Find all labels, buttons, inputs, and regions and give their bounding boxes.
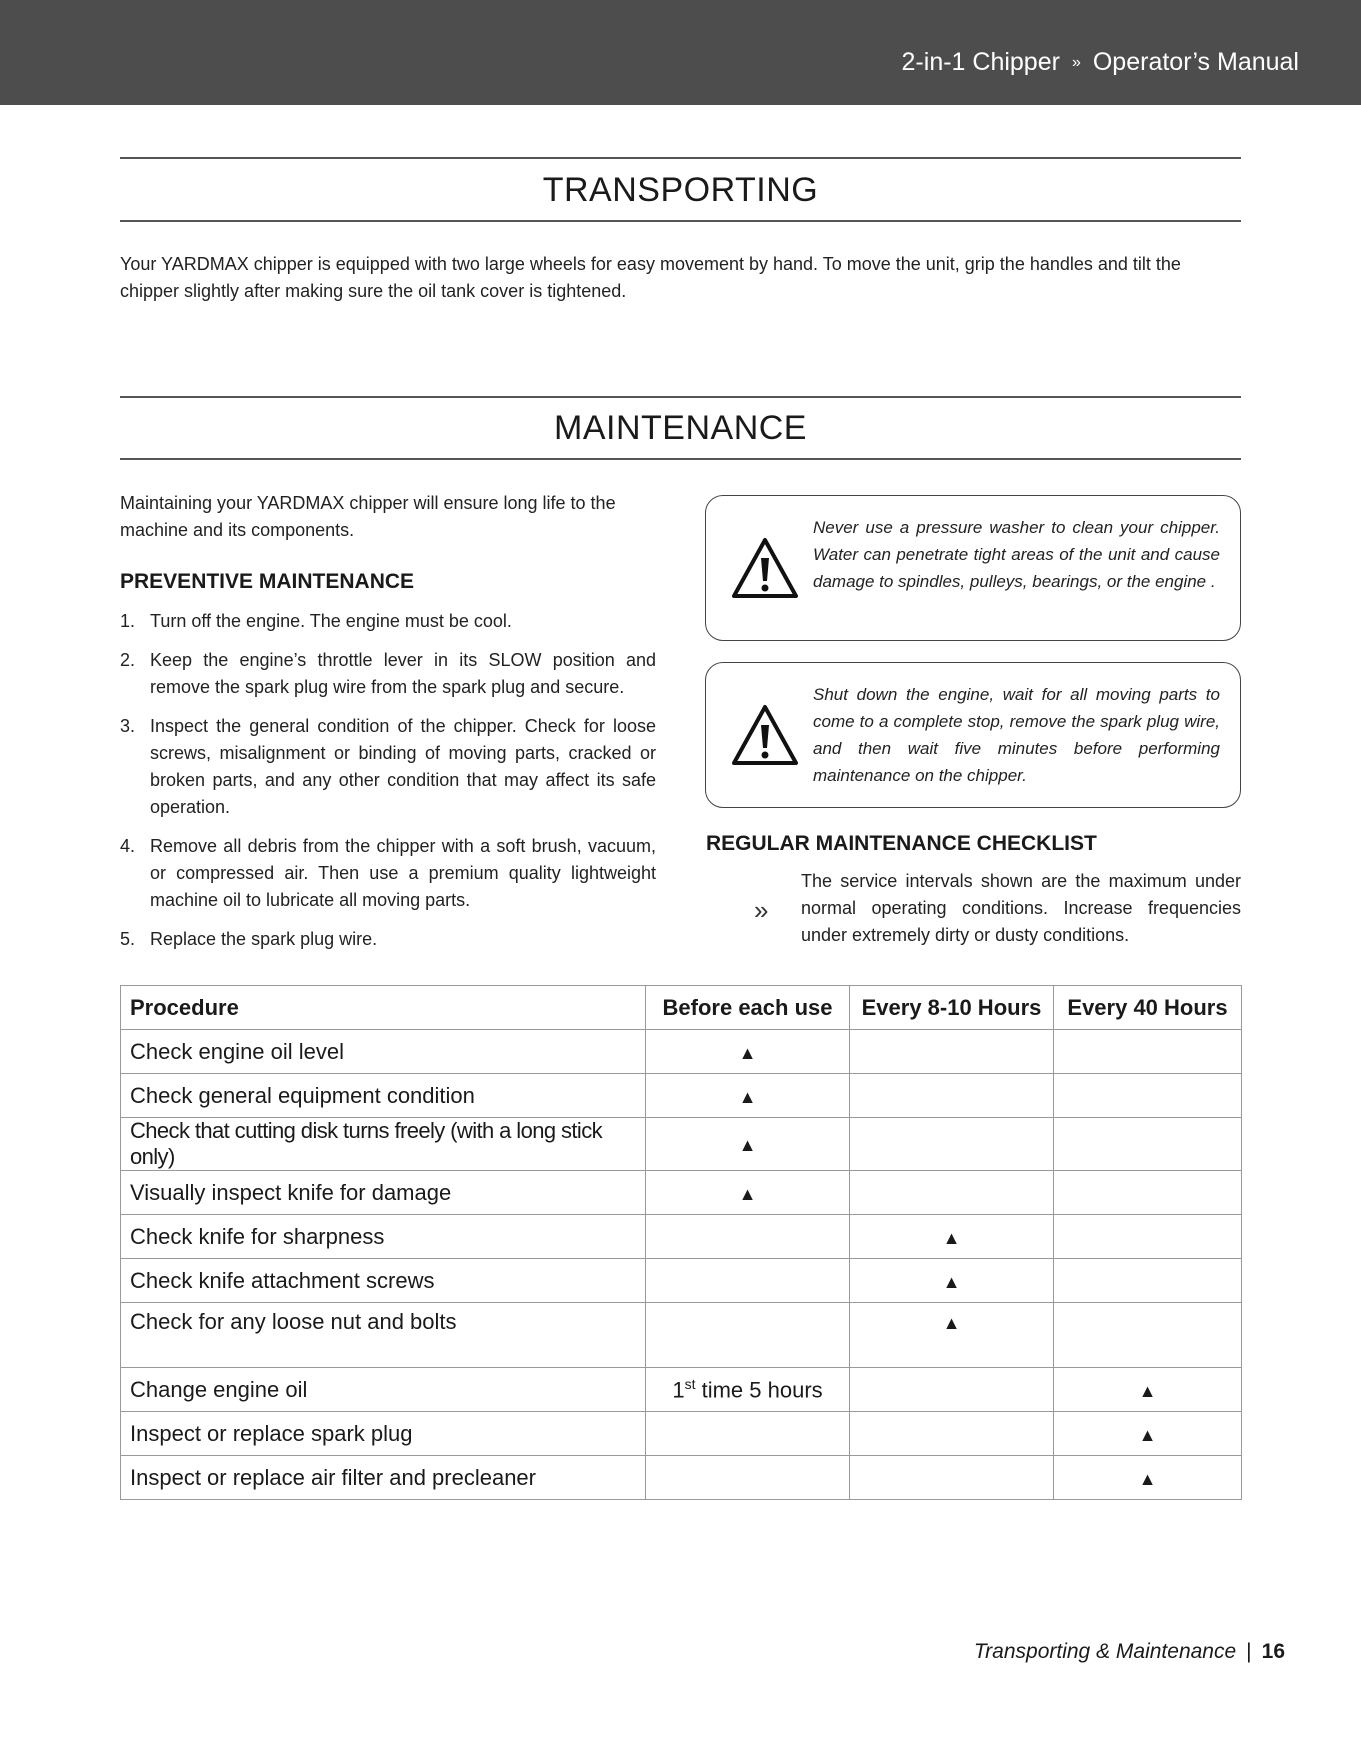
column-header-every-8-10-hours: Every 8-10 Hours — [850, 986, 1054, 1030]
mark-icon: ▲ — [738, 1042, 757, 1063]
procedure-cell: Check that cutting disk turns freely (with a long stick only) — [121, 1118, 646, 1171]
step-number: 1. — [120, 611, 136, 631]
list-item — [120, 926, 656, 953]
step-text: Replace the spark plug wire. — [150, 929, 378, 949]
maintenance-intro: Maintaining your YARDMAX chipper will ensure long life to the machine and its components. — [120, 493, 616, 540]
first-time-number: 1 — [672, 1377, 685, 1403]
footer-divider: | — [1246, 1640, 1252, 1663]
column-header-procedure: Procedure — [121, 986, 646, 1030]
step-text: Remove all debris from the chipper with a soft brush, vacuum, or compressed air. Then use a premium quality lightweight machine oil to lubricate all moving parts. — [150, 836, 656, 910]
chevron-right-icon: » — [754, 895, 769, 925]
warning-box-pressure-washer — [705, 495, 1241, 641]
column-header-every-40-hours: Every 40 Hours — [1054, 986, 1242, 1030]
maintenance-left-column — [120, 490, 656, 949]
list-item — [120, 713, 656, 821]
step-text: Inspect the general condition of the chipper. Check for loose screws, misalignment or binding of moving parts, cracked or broken parts, and any other condition that may affect its safe operation. — [150, 716, 656, 817]
procedure-cell: Change engine oil — [121, 1368, 646, 1412]
table-row — [121, 1074, 1242, 1118]
procedure-cell: Check engine oil level — [121, 1030, 646, 1074]
transporting-heading: TRANSPORTING — [120, 157, 1241, 222]
mark-icon: ▲ — [738, 1086, 757, 1107]
procedure-cell: Inspect or replace spark plug — [121, 1412, 646, 1456]
column-header-before-each-use: Before each use — [646, 986, 850, 1030]
step-number: 2. — [120, 650, 136, 670]
header-title — [902, 48, 1299, 77]
checklist-heading: REGULAR MAINTENANCE CHECKLIST — [706, 832, 1097, 855]
procedure-cell: Check for any loose nut and bolts — [121, 1303, 646, 1368]
header-product: 2-in-1 Chipper — [901, 48, 1060, 76]
step-text: Keep the engine’s throttle lever in its SLOW position and remove the spark plug wire from the spark plug and secure. — [150, 650, 656, 697]
footer-section-title: Transporting & Maintenance — [973, 1640, 1237, 1663]
warning-box-shutdown — [705, 662, 1241, 808]
page-footer — [974, 1640, 1285, 1664]
preventive-steps-list — [120, 608, 656, 965]
first-time-text: time 5 hours — [695, 1377, 823, 1403]
table-row — [121, 1303, 1242, 1368]
list-item — [120, 833, 656, 914]
table-row — [121, 1368, 1242, 1412]
table-row — [121, 1215, 1242, 1259]
mark-icon: ▲ — [1138, 1424, 1157, 1445]
procedure-cell: Visually inspect knife for damage — [121, 1171, 646, 1215]
table-header-row — [121, 986, 1242, 1030]
header-manual: Operator’s Manual — [1092, 48, 1299, 76]
maintenance-checklist-table — [120, 985, 1242, 1500]
step-number: 4. — [120, 836, 136, 856]
procedure-cell: Check general equipment condition — [121, 1074, 646, 1118]
table-row — [121, 1456, 1242, 1500]
checklist-note: The service intervals shown are the maximum under normal operating conditions. Increase frequencies under extremely dirty or dusty conditions. — [801, 871, 1241, 945]
table-row — [121, 1030, 1242, 1074]
mark-icon: ▲ — [942, 1227, 961, 1248]
procedure-cell: Check knife for sharpness — [121, 1215, 646, 1259]
warning-text: Shut down the engine, wait for all moving parts to come to a complete stop, remove the spark plug wire, and then wait five minutes before performing maintenance on the chipper. — [813, 685, 1220, 785]
procedure-cell: Check knife attachment screws — [121, 1259, 646, 1303]
list-item — [120, 647, 656, 701]
mark-icon: ▲ — [1138, 1380, 1157, 1401]
step-text: Turn off the engine. The engine must be cool. — [150, 611, 512, 631]
mark-icon: ▲ — [738, 1135, 757, 1155]
warning-text: Never use a pressure washer to clean your chipper. Water can penetrate tight areas of the unit and cause damage to spindles, pulleys, bearings, or the engine . — [813, 518, 1220, 591]
table-row — [121, 1412, 1242, 1456]
warning-triangle-icon — [730, 536, 800, 600]
mark-icon: ▲ — [738, 1183, 757, 1204]
first-time-note — [646, 1368, 850, 1412]
preventive-maintenance-heading: PREVENTIVE MAINTENANCE — [120, 570, 415, 593]
header-separator: » — [1071, 54, 1081, 71]
procedure-cell: Inspect or replace air filter and precleaner — [121, 1456, 646, 1500]
page-header — [0, 0, 1361, 105]
mark-icon: ▲ — [942, 1313, 961, 1333]
page-number: 16 — [1261, 1640, 1285, 1663]
first-time-ordinal: st — [684, 1375, 696, 1392]
mark-icon: ▲ — [1138, 1468, 1157, 1489]
step-number: 5. — [120, 929, 136, 949]
table-row — [121, 1118, 1242, 1171]
mark-icon: ▲ — [942, 1271, 961, 1292]
table-row — [121, 1259, 1242, 1303]
transporting-body: Your YARDMAX chipper is equipped with two large wheels for easy movement by hand. To move the unit, grip the handles and tilt the chipper slightly after making sure the oil tank cover is tightened. — [120, 254, 1181, 301]
maintenance-heading: MAINTENANCE — [120, 396, 1241, 460]
table-row — [121, 1171, 1242, 1215]
warning-triangle-icon — [730, 703, 800, 767]
list-item — [120, 608, 656, 635]
step-number: 3. — [120, 716, 136, 736]
